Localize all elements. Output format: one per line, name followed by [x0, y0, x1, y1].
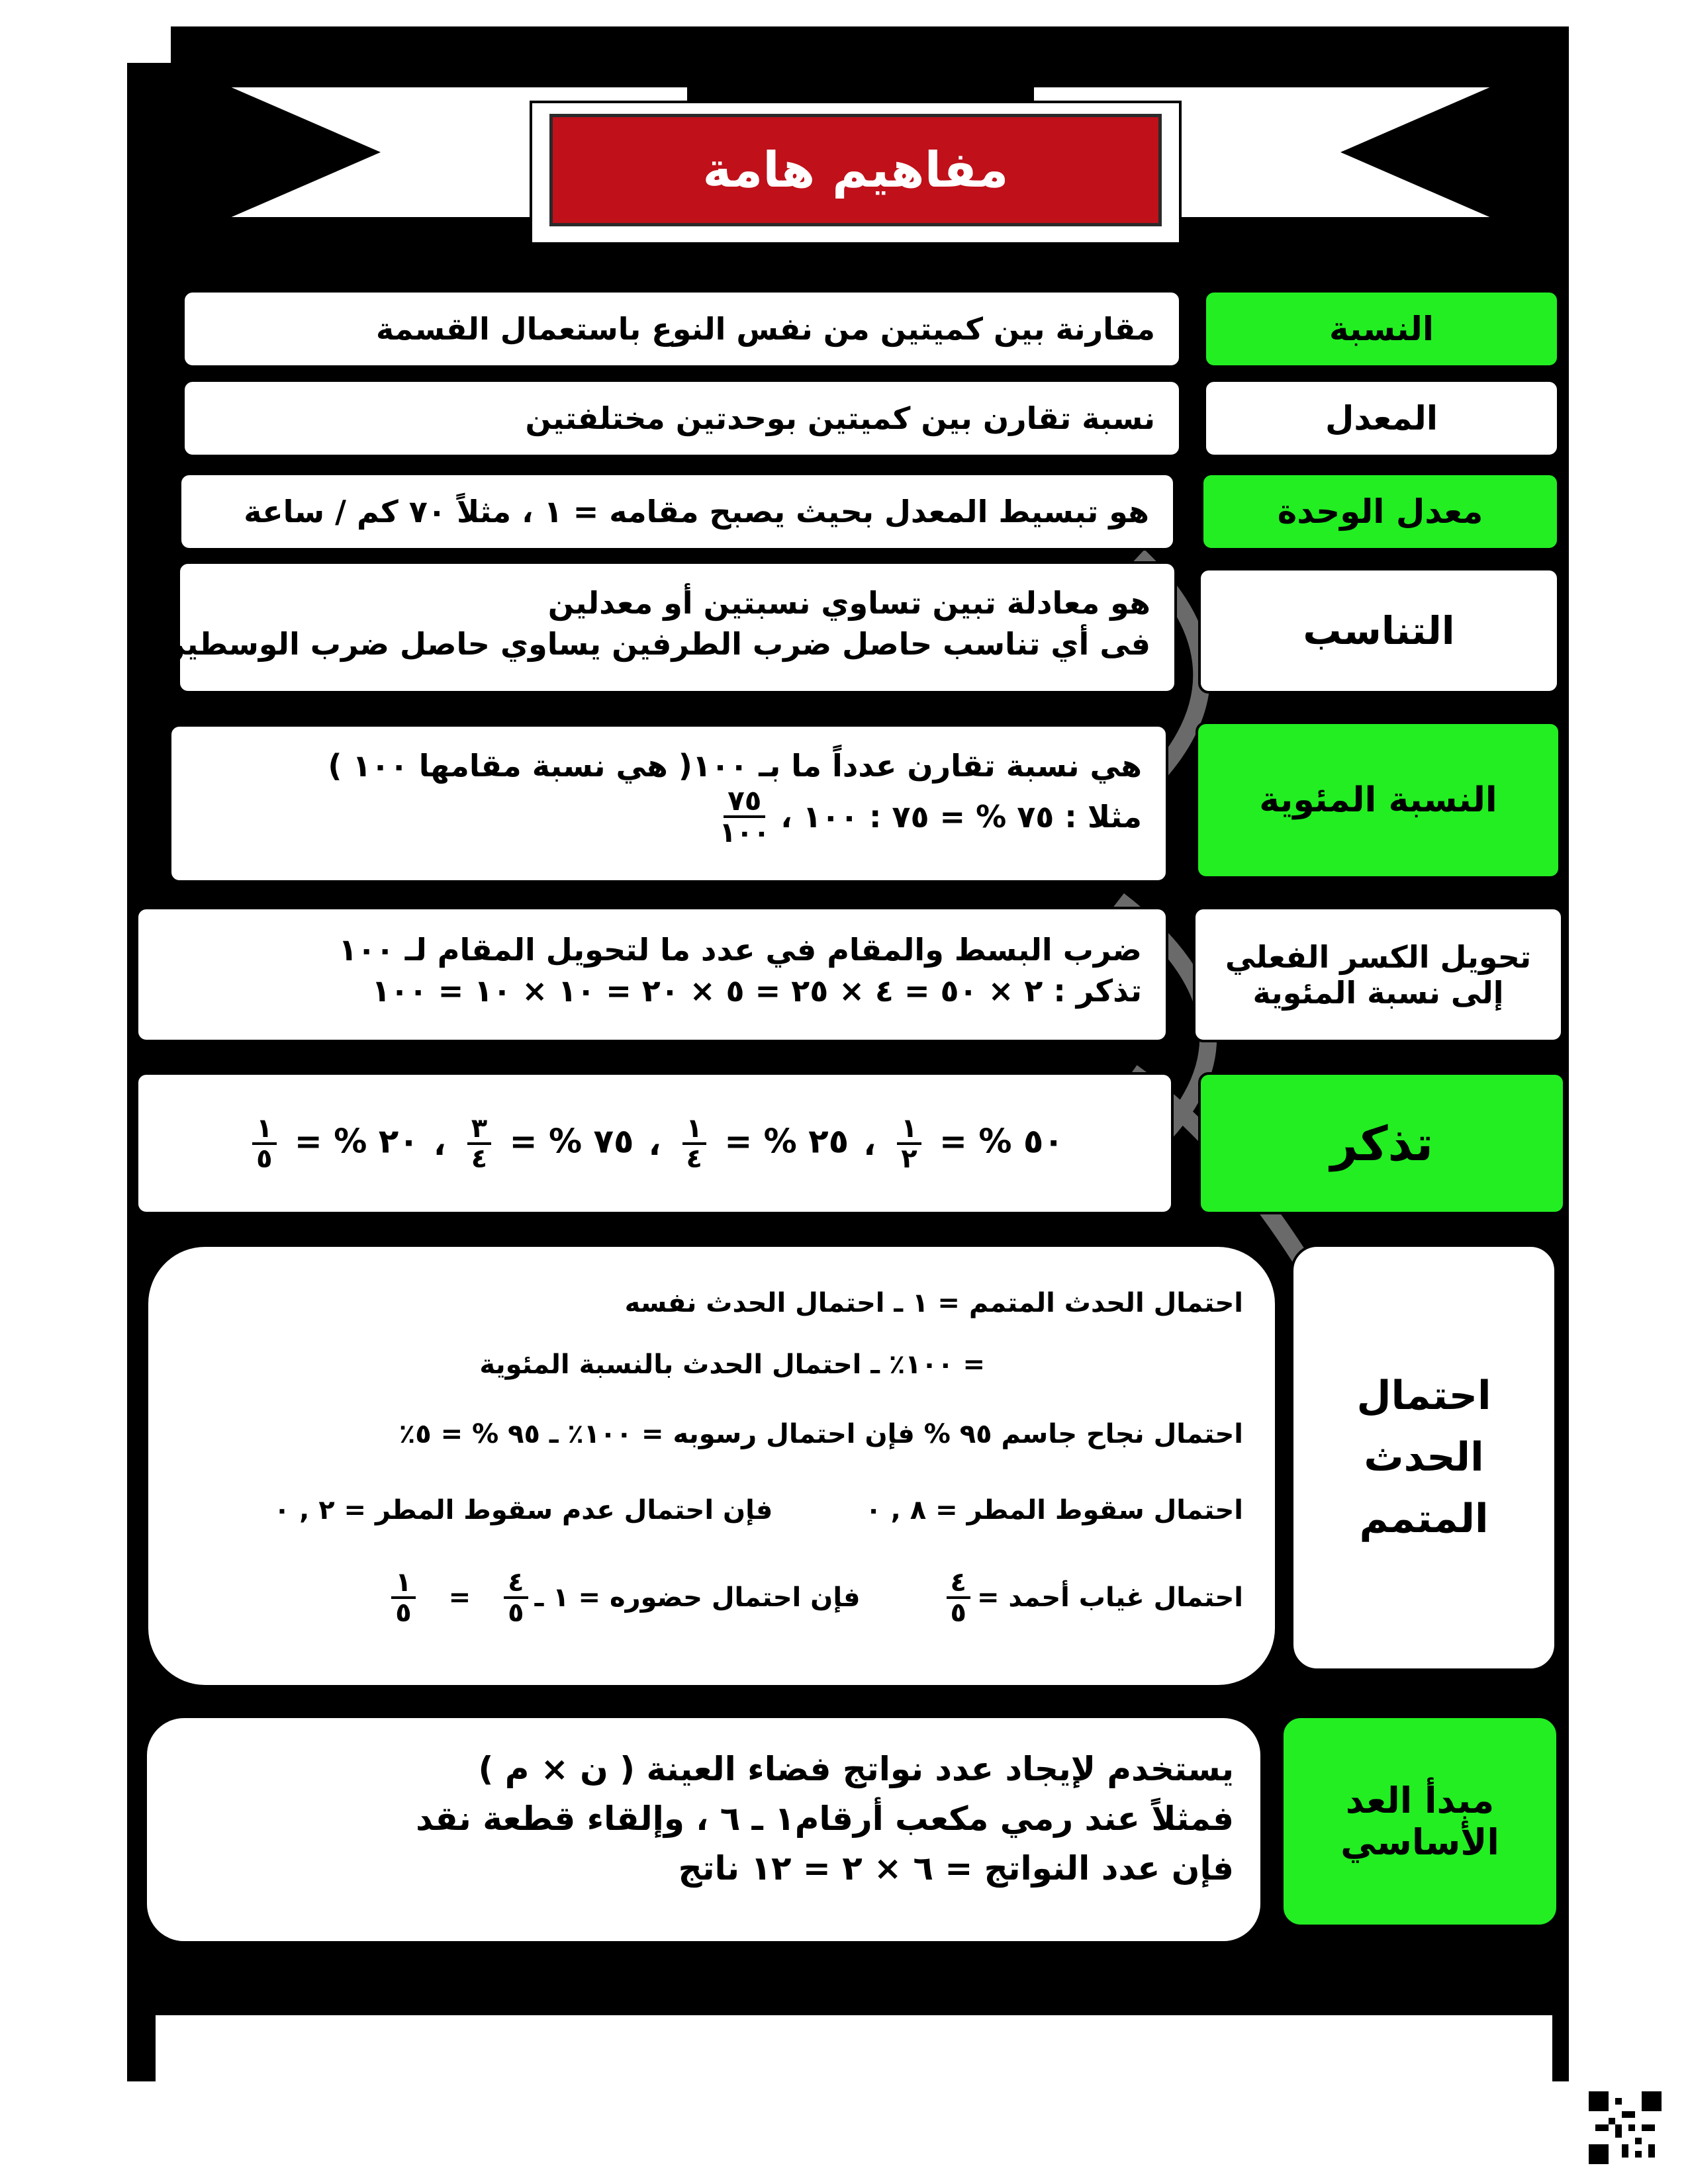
fraction-denominator: ٥	[508, 1598, 524, 1628]
definition-percent	[169, 724, 1168, 883]
definition-percent-line2	[195, 786, 1142, 847]
complement-line1	[180, 1273, 1243, 1333]
term-counting-line1: مبدأ العد	[1345, 1780, 1495, 1821]
fraction-denominator: ٤	[471, 1143, 488, 1174]
remember-percent-3: ٧٥ %	[548, 1122, 634, 1160]
percent-example-fraction	[715, 786, 774, 847]
complement-line4	[180, 1472, 1243, 1548]
term-percent	[1196, 721, 1561, 879]
complement-box	[146, 1244, 1278, 1688]
definition-proportion	[159, 561, 1177, 694]
fraction-numerator: ٣	[467, 1115, 491, 1145]
fraction-numerator: ٧٥	[724, 786, 765, 818]
complement-line1-text: احتمال الحدث المتمم = ١ ـ احتمال الحدث نفسه	[624, 1288, 1243, 1318]
complement-line5b-text: فإن احتمال حضوره = ١ ـ	[534, 1582, 861, 1613]
separator: ،	[433, 1124, 446, 1163]
fraction-numerator: ٤	[947, 1569, 970, 1599]
percent-example-text: مثلا : ٧٥ % = ٧٥ : ١٠٠ ،	[780, 799, 1142, 835]
definition-convert-fraction	[136, 907, 1168, 1042]
definition-ratio-text: مقارنة بين كميتين من نفس النوع باستعمال القسمة	[376, 310, 1155, 347]
term-convert-line1: تحويل الكسر الفعلي	[1225, 938, 1532, 975]
term-complement-line2: الحدث	[1364, 1434, 1484, 1480]
complement-line4b-text: فإن احتمال عدم سقوط المطر = ٢ , ٠	[273, 1494, 773, 1525]
definition-rate	[182, 379, 1182, 457]
term-convert-fraction	[1193, 907, 1564, 1042]
term-ratio-label: النسبة	[1329, 310, 1434, 348]
counting-principle-box	[144, 1715, 1263, 1944]
term-convert-line2: إلى نسبة المئوية	[1252, 974, 1504, 1011]
absence-fraction	[947, 1569, 970, 1627]
definition-unit-rate	[179, 473, 1176, 551]
remember-item-3: ٧٥ % = $\frac{٣}{٤}$	[461, 1115, 634, 1173]
complement-line5a-text: احتمال غياب أحمد =	[976, 1582, 1243, 1613]
counting-line2: فمثلاً عند رمي مكعب أرقام١ ـ ٦ ، وإلقاء قطعة نقد	[416, 1799, 1234, 1838]
definition-convert-line2: تذكر : ٢ × ٥٠ = ٤ × ٢٥ = ٥ × ٢٠ = ١٠ × ١٠ = ١٠٠	[371, 973, 1142, 1009]
remember-box	[136, 1072, 1174, 1214]
equals-sign: =	[448, 1582, 471, 1613]
definition-unit-rate-text: هو تبسيط المعدل بحيث يصبح مقامه = ١ ، مثلاً ٧٠ كم / ساعة	[244, 493, 1149, 529]
fraction-numerator: ١	[682, 1115, 706, 1145]
remember-fraction-4	[252, 1115, 276, 1173]
definition-proportion-line1: هو معادلة تبين تساوي نسبتين أو معدلين	[547, 585, 1150, 621]
definition-proportion-line2: فى أي تناسب حاصل ضرب الطرفين يساوي حاصل ضرب الوسطين	[159, 626, 1150, 662]
term-unit-rate	[1201, 473, 1560, 551]
counting-line3: فإن عدد النواتج = ٦ × ٢ = ١٢ ناتج	[678, 1849, 1234, 1888]
term-remember-label: تذكر	[1330, 1115, 1434, 1171]
term-proportion	[1198, 568, 1560, 694]
term-ratio	[1203, 290, 1560, 368]
page-title: مفاهيم هامة	[549, 114, 1162, 226]
remember-percent-1: ٥٠ %	[978, 1122, 1064, 1160]
remember-item-2: ٢٥ % = $\frac{١}{٤}$	[676, 1115, 849, 1173]
definition-convert-line1: ضرب البسط والمقام في عدد ما لتحويل المقام لـ ١٠٠	[338, 932, 1142, 968]
complement-line3	[180, 1396, 1243, 1472]
counting-line1: يستخدم لإيجاد عدد نواتج فضاء العينة ( ن × م )	[478, 1750, 1234, 1788]
separator: ،	[648, 1124, 661, 1163]
term-counting-principle	[1281, 1715, 1559, 1927]
fraction-numerator: ٤	[504, 1569, 528, 1599]
fraction-numerator: ١	[897, 1115, 921, 1145]
term-remember	[1198, 1072, 1566, 1214]
fraction-denominator: ٤	[686, 1143, 702, 1174]
definition-ratio	[182, 290, 1182, 368]
fraction-denominator: ٢	[901, 1143, 917, 1174]
separator: ،	[863, 1124, 876, 1163]
remember-item-4: ٢٠ % = $\frac{١}{٥}$	[246, 1115, 419, 1173]
term-unit-rate-label: معدل الوحدة	[1277, 492, 1483, 531]
fraction-denominator: ٥	[950, 1598, 966, 1628]
fraction-numerator: ١	[252, 1115, 276, 1145]
term-percent-label: النسبة المئوية	[1259, 780, 1497, 820]
remember-fraction-3	[467, 1115, 491, 1173]
fraction-denominator: ١٠٠	[719, 816, 771, 849]
term-counting-line2: الأساسي	[1340, 1821, 1499, 1863]
complement-line2	[180, 1333, 1243, 1396]
term-rate-label: المعدل	[1325, 399, 1438, 437]
definition-percent-line1: هي نسبة تقارن عدداً ما بـ ١٠٠( هي نسبة مقامها ١٠٠ )	[328, 748, 1142, 784]
term-complement	[1291, 1244, 1557, 1671]
remember-percent-4: ٢٠ %	[334, 1122, 419, 1160]
fraction-numerator: ١	[391, 1569, 415, 1599]
complement-line2-text: = ١٠٠٪ ـ احتمال الحدث بالنسبة المئوية	[479, 1349, 985, 1380]
presence-result-fraction	[391, 1569, 415, 1627]
presence-subtract-fraction	[504, 1569, 528, 1627]
complement-line3-text: احتمال نجاح جاسم ٩٥ % فإن احتمال رسوبه = ١٠٠٪ ـ ٩٥ % = ٥٪	[399, 1418, 1243, 1449]
remember-item-1: ٥٠ % = $\frac{١}{٢}$	[890, 1115, 1064, 1173]
term-complement-line1: احتمال	[1356, 1373, 1491, 1419]
bottom-strip	[156, 2015, 1552, 2081]
remember-percent-2: ٢٥ %	[763, 1122, 849, 1160]
definition-rate-text: نسبة تقارن بين كميتين بوحدتين مختلفتين	[525, 400, 1155, 436]
remember-fraction-1	[897, 1115, 921, 1173]
term-complement-line3: المتمم	[1359, 1496, 1489, 1542]
qr-code-icon[interactable]	[1589, 2091, 1662, 2164]
complement-line5	[180, 1548, 1243, 1647]
fraction-denominator: ٥	[256, 1143, 273, 1174]
term-proportion-label: التناسب	[1303, 608, 1455, 653]
complement-line4a-text: احتمال سقوط المطر = ٨ , ٠	[865, 1494, 1243, 1525]
fraction-denominator: ٥	[395, 1598, 412, 1628]
term-rate	[1203, 379, 1560, 457]
remember-fraction-2	[682, 1115, 706, 1173]
